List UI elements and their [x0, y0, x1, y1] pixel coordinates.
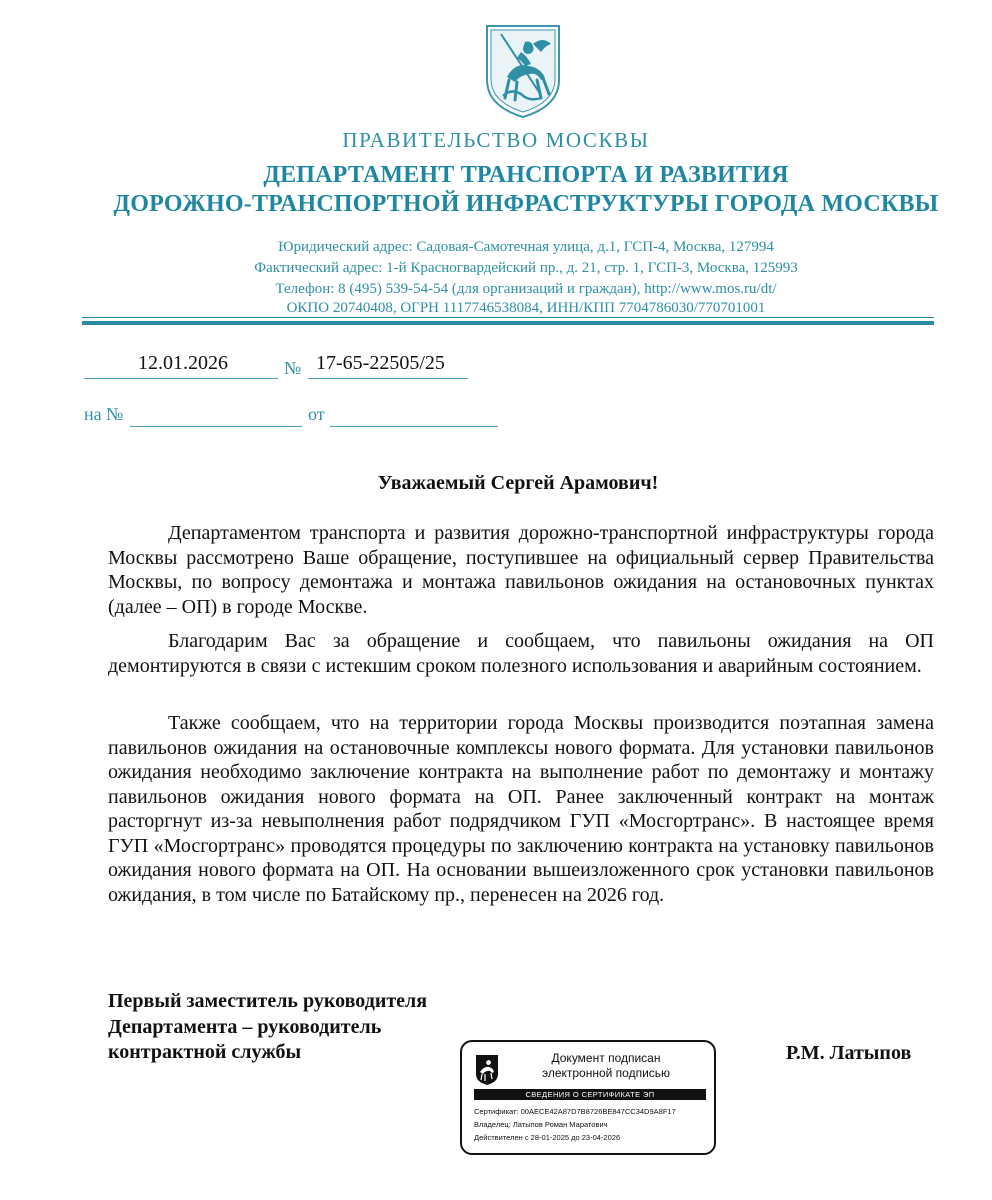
certificate-owner: Владелец: Латыпов Роман Маратович — [474, 1120, 608, 1129]
outgoing-number-clip — [316, 352, 469, 380]
letterhead-divider-thick — [82, 321, 934, 325]
certificate-serial: Сертификат: 00AECE42A87D7B8726BE847CC34D9A8F17 — [474, 1107, 676, 1116]
signatory-title-line: Первый заместитель руководителя — [108, 990, 428, 1012]
registration-codes: ОКПО 20740408, ОГРН 1117746538084, ИНН/КПП 7704786030/770701001 — [286, 300, 766, 316]
signatory-title-line: контрактной службы — [108, 1041, 302, 1063]
paragraph-3: Также сообщаем, что на территории города Москвы производится поэтапная замена павильонов ожидания на остановочные комплексы нового формата. Для установки павильонов ожидания необходимо заключение контракта на выполнение работ по демонтажу и монтажу павильонов ожидания нового формата на ОП. Ранее заключенный контракт на монтаж расторгнут из-за невыполнения работ подрядчиком ГУП «Мосгортранс». В настоящее время ГУП «Мосгортранс» проводятся процедуры по заключению контракта на установку павильонов ожидания нового формата на ОП. На основании вышеизложенного срок установки павильонов ожидания, в том числе по Батайскому пр., перенесен на 2026 год. — [108, 712, 934, 906]
reply-number-underline — [130, 426, 302, 427]
paragraph-2: Благодарим Вас за обращение и сообщаем, что павильоны ожидания на ОП демонтируются в связи с истекшим сроком полезного использования и аварийным состоянием. — [108, 630, 934, 677]
signer-name: Р.М. Латыпов — [786, 1042, 912, 1064]
certificate-info-bar: СВЕДЕНИЯ О СЕРТИФИКАТЕ ЭП — [474, 1089, 706, 1100]
department-name-line1: ДЕПАРТАМЕНТ ТРАНСПОРТА И РАЗВИТИЯ — [263, 162, 789, 188]
number-underline — [308, 378, 468, 379]
department-name-line2: ДОРОЖНО-ТРАНСПОРТНОЙ ИНФРАСТРУКТУРЫ ГОРОДА МОСКВЫ — [113, 191, 939, 217]
paragraph-1: Департаментом транспорта и развития дорожно-транспортной инфраструктуры города Москвы рассмотрено Ваше обращение, поступившее на официальный сервер Правительства Москвы, по вопросу демонтажа и монтажа павильонов ожидания на остановочных пунктах (далее – ОП) в городе Москве. — [108, 522, 934, 618]
date-underline — [84, 378, 278, 379]
stamp-title-line2: электронной подписью — [541, 1066, 671, 1080]
moscow-emblem-icon — [475, 1054, 499, 1086]
reply-date-label: от — [308, 404, 325, 424]
outgoing-date: 12.01.2026 — [138, 352, 228, 374]
number-label: № — [284, 358, 302, 378]
outgoing-number: 17-65-22505/25 — [316, 352, 445, 374]
legal-address: Юридический адрес: Садовая-Самотечная улица, д.1, ГСП-4, Москва, 127994 — [278, 239, 774, 255]
signatory-title — [108, 989, 427, 1066]
certificate-validity: Действителен с 28-01-2025 до 23-04-2026 — [474, 1133, 621, 1142]
reply-date-underline — [330, 426, 498, 427]
stamp-title — [506, 1051, 706, 1081]
stamp-title-line1: Документ подписан — [551, 1051, 661, 1065]
greeting: Уважаемый Сергей Арамович! — [377, 472, 659, 494]
reply-to-number-label: на № — [84, 404, 124, 424]
electronic-signature-stamp — [460, 1040, 716, 1155]
signatory-title-line: Департамента – руководитель — [108, 1015, 382, 1038]
moscow-coat-of-arms-icon — [481, 22, 565, 120]
government-name: ПРАВИТЕЛЬСТВО МОСКВЫ — [342, 128, 650, 152]
phone-and-website: Телефон: 8 (495) 539-54-54 (для организаций и граждан), http://www.mos.ru/dt/ — [275, 281, 777, 297]
actual-address: Фактический адрес: 1-й Красногвардейский пр., д. 21, стр. 1, ГСП-3, Москва, 125993 — [254, 260, 798, 276]
letterhead-divider-thin — [82, 317, 934, 318]
